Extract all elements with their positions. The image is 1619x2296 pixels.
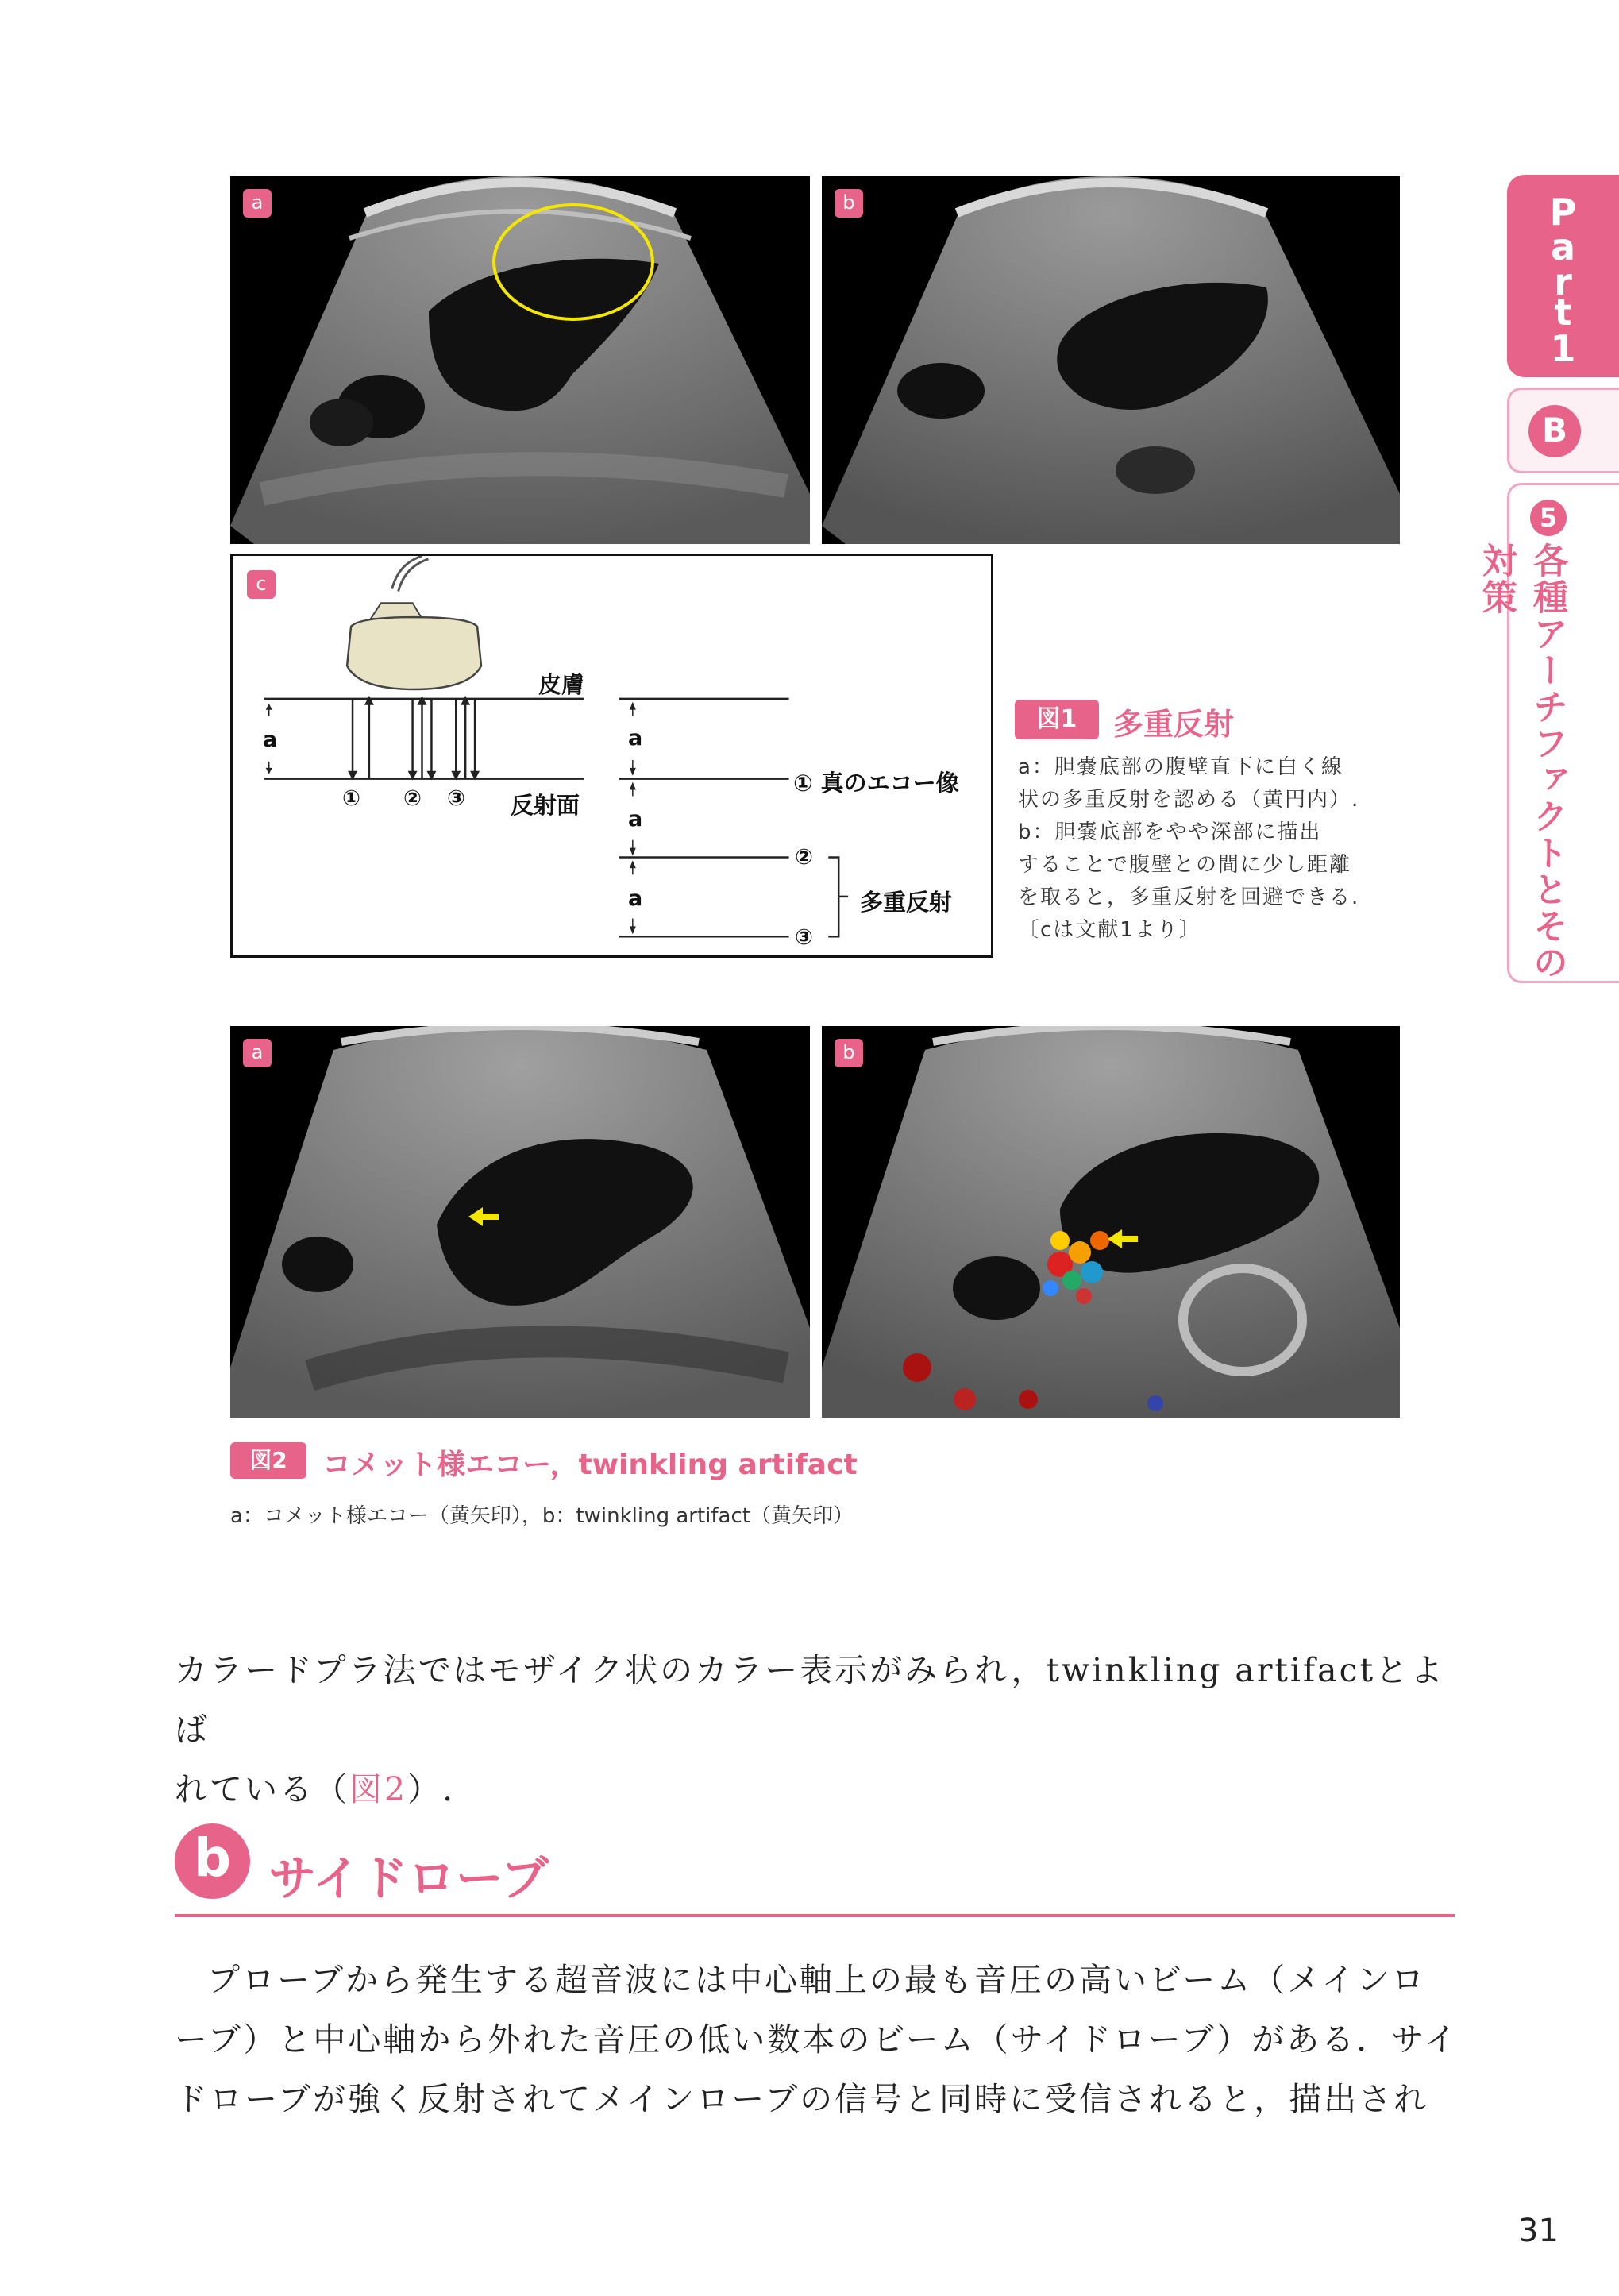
fig1-caption	[1018, 751, 1391, 947]
label-a-left: a	[263, 727, 278, 752]
chapter-number-badge: 5	[1530, 500, 1567, 536]
fig2-badge: 図2	[230, 1442, 306, 1479]
fig1-caption-line: を取ると，多重反射を回避できる.	[1018, 886, 1360, 909]
fig1-caption-line: 状の多重反射を認める（黄円内）.	[1018, 788, 1360, 812]
chapter-title-vertical: 各種アーチファクトとその対策	[1476, 542, 1567, 981]
paragraph-2	[175, 1951, 1461, 2129]
section-letter-badge: b	[175, 1823, 250, 1899]
label-num-1: ①	[342, 786, 360, 811]
label-a-r1: a	[628, 726, 643, 751]
label-a-r3: a	[628, 886, 643, 911]
part-letter: a	[1550, 226, 1576, 268]
fig1-ultrasound-b	[822, 176, 1400, 544]
paragraph-1-line	[175, 1760, 1461, 1819]
page-number: 31	[1518, 2213, 1559, 2249]
fig2-ultrasound-a	[230, 1026, 810, 1418]
fig1-caption-line: 〔cは文献1より〕	[1018, 918, 1201, 942]
figure-2-reference-link[interactable]: 図2	[349, 1770, 408, 1808]
fig1-title: 多重反射	[1113, 707, 1235, 742]
panel-label-b: b	[835, 189, 863, 218]
para-text: れている（	[175, 1770, 349, 1808]
label-multi-reflection: 多重反射	[860, 889, 953, 916]
fig2-title: コメット様エコー，twinkling artifact	[322, 1449, 858, 1481]
paragraph-2-line: ドローブが強く反射されてメインローブの信号と同時に受信されると，描出され	[175, 2080, 1429, 2118]
paragraph-2-line: ーブ）と中心軸から外れた音圧の低い数本のビーム（サイドローブ）がある．サイ	[175, 2020, 1459, 2059]
fig2-caption: a：コメット様エコー（黄矢印），b：twinkling artifact（黄矢印）	[230, 1504, 854, 1528]
paragraph-1-line: カラードプラ法ではモザイク状のカラー表示がみられ，twinkling artifactとよば	[175, 1651, 1446, 1749]
fig1-diagram-c	[230, 554, 993, 958]
label-num-2: ②	[403, 786, 422, 811]
fig1-caption-line: することで腹壁との間に少し距離	[1018, 853, 1352, 877]
label-a-r2: a	[628, 807, 643, 832]
panel-label-b: b	[835, 1039, 863, 1067]
fig1-caption-line: a：胆嚢底部の腹壁直下に白く線	[1018, 755, 1343, 779]
section-divider	[175, 1914, 1455, 1917]
side-tab-part[interactable]	[1507, 175, 1619, 377]
part-letter: P	[1549, 191, 1577, 233]
section-b-badge: B	[1528, 405, 1581, 457]
para-text: ）.	[407, 1770, 456, 1808]
paragraph-1	[175, 1641, 1461, 1819]
label-num-3-right: ③	[795, 925, 813, 950]
label-reflector: 反射面	[511, 792, 580, 819]
section-title: サイドローブ	[268, 1851, 549, 1907]
label-skin: 皮膚	[538, 671, 585, 698]
label-num-2-right: ②	[795, 845, 813, 870]
part-letter: r	[1554, 260, 1572, 303]
panel-label-a: a	[243, 189, 272, 218]
paragraph-2-line: プローブから発生する超音波には中心軸上の最も音圧の高いビーム（メインロ	[207, 1961, 1427, 1999]
label-true-echo: ① 真のエコー像	[793, 770, 959, 797]
fig2-ultrasound-b	[822, 1026, 1400, 1418]
fig1-caption-line: b：胆嚢底部をやや深部に描出	[1018, 820, 1322, 844]
side-tab-chapter[interactable]	[1476, 483, 1619, 983]
fig1-ultrasound-a	[230, 176, 810, 544]
side-tab-section-b[interactable]	[1507, 388, 1619, 473]
part-letter: t	[1554, 291, 1572, 334]
label-num-3: ③	[447, 786, 465, 811]
fig1-badge: 図1	[1015, 700, 1099, 739]
part-letter: 1	[1550, 327, 1576, 370]
panel-label-a: a	[243, 1039, 272, 1067]
panel-label-c: c	[247, 570, 276, 599]
